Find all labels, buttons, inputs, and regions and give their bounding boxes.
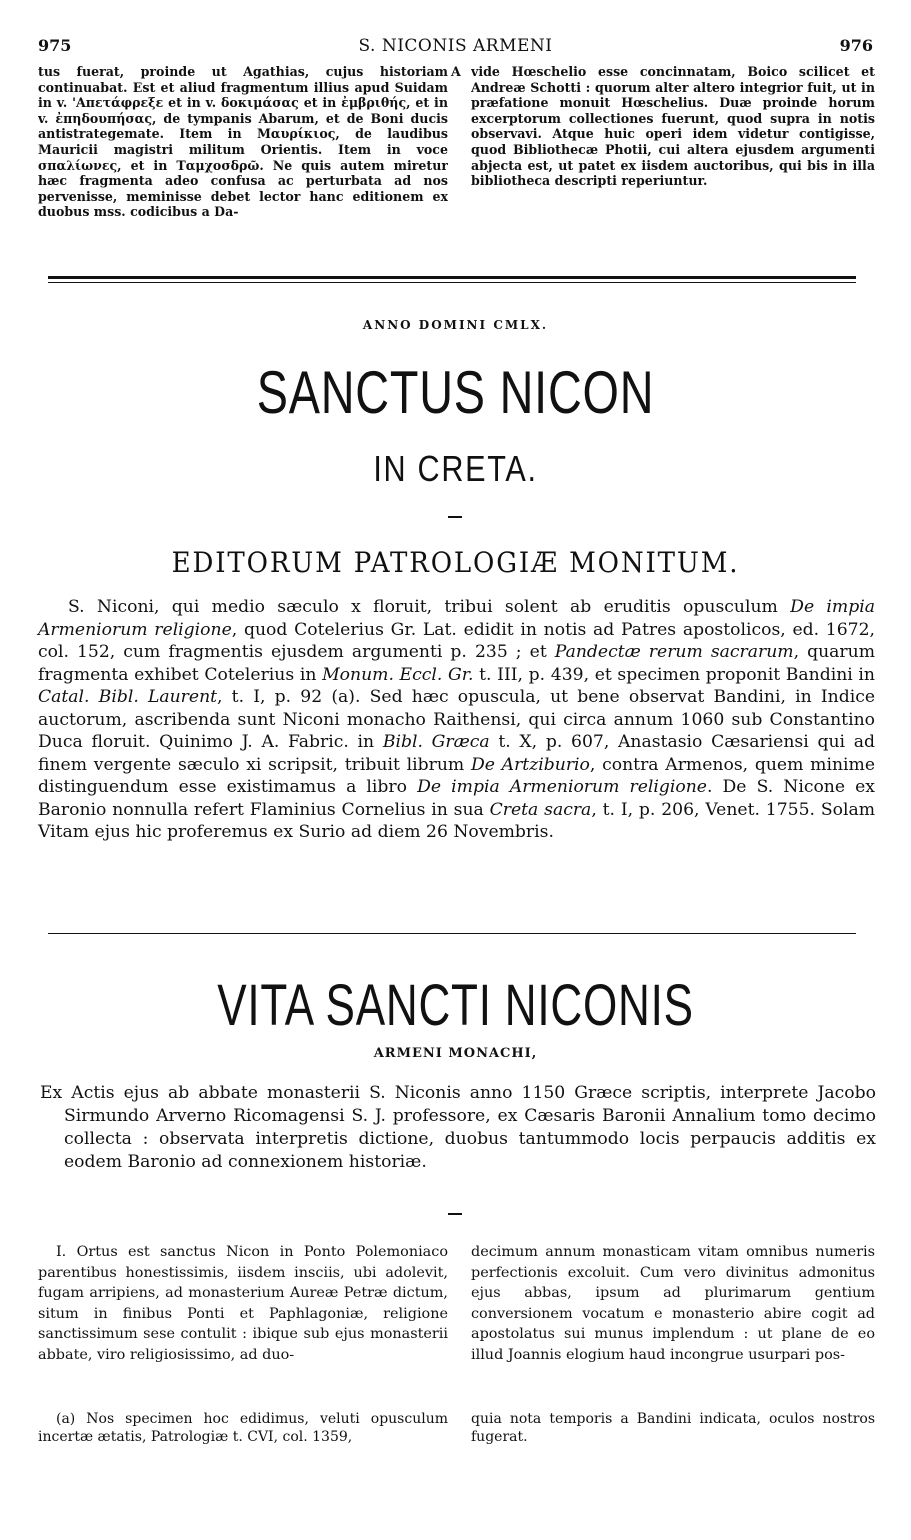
separator-dash	[448, 516, 462, 518]
preceding-text-columns	[38, 64, 875, 250]
section-rule-thick	[48, 276, 856, 279]
monitum-text: , t. I, p. 206, Venet. 1755. Solam Vitam ejus hic proferemus ex Surio ad diem 26 Novembris.	[38, 799, 875, 842]
anno-line: ANNO DOMINI CMLX.	[362, 318, 549, 332]
preceding-text-left-column: tus fuerat, proinde ut Agathias, cujus historiam continuabat. Est et aliud fragmentum illius apud Suidam in v. 'Απετάφρεξε et in v. δοκιμάσας et in ἐμβριθής, et in v. ἐπηδουπήσας, de tympanis Abarum, et de Boni ducis antistrategemate. Item in Μαυρίκιος, de laudibus Mauricii magistri militum Orientis. Item in voce σπαλίωνες, et in Ταμχοσδρῶ. Ne quis autem miretur hæc fragmenta adeo confusa ac perturbata ad nos pervenisse, meminisse debet lector hanc editionem ex duobus mss. codicibus a Da-	[38, 64, 448, 220]
vita-subtitle: ARMENI MONACHI,	[373, 1046, 538, 1061]
monitum-italic: De Artziburio	[470, 754, 590, 775]
monitum-italic: Catal. Bibl. Laurent	[38, 687, 218, 707]
monitum-text: , quod Cotelerius Gr. Lat. edidit in notis ad Patres apostolicos, ed. 1672, col. 152, cum fragmentis ejusdem argumenti p. 235 ; et	[38, 619, 875, 662]
preceding-text-right-column: vide Hœschelio esse concinnatam, Boico scilicet et Andreæ Schotti : quorum alter altero integrior fuit, ut in præfatione monuit Hœschelius. Duæ proinde horum excerptorum collectiones fuerunt, quod supra in notis observavi. Atque huic operi idem videtur contigisse, quod Bibliothecæ Photii, cui altera ejusdem argumenti abjecta est, ut patet ex iisdem auctoribus, qui bis in illa bibliotheca descripti reperiuntur.	[471, 64, 875, 189]
monitum-italic: Pandectæ rerum sacrarum	[554, 642, 794, 662]
body-text-left-column: I. Ortus est sanctus Nicon in Ponto Polemoniaco parentibus honestissimis, iisdem insciis, ubi adolevit, fugam arripiens, ad monasterium Aureæ Petræ dictum, situm in finibus Ponti et Paphlagoniæ, religione sanctissimum sese contulit : ibique sub ejus monasterii abbate, viro religiosissimo, ad duo-	[38, 1244, 448, 1363]
page-number-right: 976	[839, 36, 873, 55]
main-title: SANCTUS NICON	[256, 359, 655, 426]
monitum-italic: De impia Armeniorum religione	[38, 597, 875, 640]
section-rule	[48, 933, 856, 934]
monitum-heading: EDITORUM PATROLOGIÆ MONITUM.	[171, 546, 740, 579]
monitum-italic: De impia Armeniorum religione	[417, 777, 707, 797]
monitum-text: , t. I, p. 92 (a). Sed hæc opuscula, ut bene observat Bandini, in Indice auctorum, ascribenda sunt Niconi monacho Raithensi, qui circa annum 1060 sub Constantino Duca floruit. Quinimo J. A. Fabric. in	[38, 687, 875, 752]
section-rule-thin	[48, 282, 856, 283]
monitum-italic: Monum. Eccl. Gr.	[322, 664, 474, 685]
monitum-text: t. III, p. 439, et specimen proponit Bandini in	[473, 664, 875, 685]
column-marker: A	[451, 64, 461, 79]
monitum-text: S. Niconi, qui medio sæculo x floruit, tribui solent ab eruditis opusculum	[68, 597, 791, 617]
monitum-paragraph	[38, 596, 875, 844]
footnote-left-column: (a) Nos specimen hoc edidimus, veluti opusculum incertæ ætatis, Patrologiæ t. CVI, col. 1359,	[38, 1411, 448, 1445]
vita-intro	[40, 1082, 876, 1174]
vita-title: VITA SANCTI NICONIS	[217, 973, 694, 1038]
monitum-italic: Creta sacra	[489, 799, 592, 820]
body-text-right-column: decimum annum monasticam vitam omnibus numeris perfectionis excoluit. Cum vero divinitus admonitus ejus abbas, ipsum ad plurimarum gentium conversionem vocatum e monasterio abire cogit ad apostolatus sui munus implendum : ut plane de eo illud Joannis elogium haud incongrue usurpari pos-	[471, 1244, 875, 1363]
footnote-right-column: quia nota temporis a Bandini indicata, oculos nostros fugerat.	[471, 1411, 875, 1445]
monitum-italic: Bibl. Græca	[382, 732, 490, 752]
monitum-text: t. X, p. 607, Anastasio Cæsariensi qui ad finem vergente sæculo xi scripsit, tribuit librum	[38, 732, 875, 775]
separator-dash	[448, 1213, 462, 1215]
page-number-left: 975	[38, 36, 72, 55]
body-text-columns	[38, 1242, 875, 1392]
main-subtitle: IN CRETA.	[373, 448, 538, 489]
monitum-text: , quarum fragmenta exhibet Cotelerius in	[38, 642, 875, 685]
footnote-columns	[38, 1410, 875, 1450]
page-header	[38, 36, 873, 58]
monitum-text: , contra Armenos, quem minime distinguendum esse existimamus a libro	[38, 754, 875, 797]
monitum-text: . De S. Nicone ex Baronio nonnulla refert Flaminius Cornelius in sua	[38, 777, 876, 820]
running-title: S. NICONIS ARMENI	[358, 36, 553, 56]
vita-intro-text: Ex Actis ejus ab abbate monasterii S. Niconis anno 1150 Græce scriptis, interprete Jacobo Sirmundo Arverno Ricomagensi S. J. professore, ex Cæsaris Baronii Annalium tomo decimo collecta : observata interpretis dictione, duobus tantummodo locis perpaucis additis ex eodem Baronio ad connexionem historiæ.	[40, 1083, 876, 1172]
